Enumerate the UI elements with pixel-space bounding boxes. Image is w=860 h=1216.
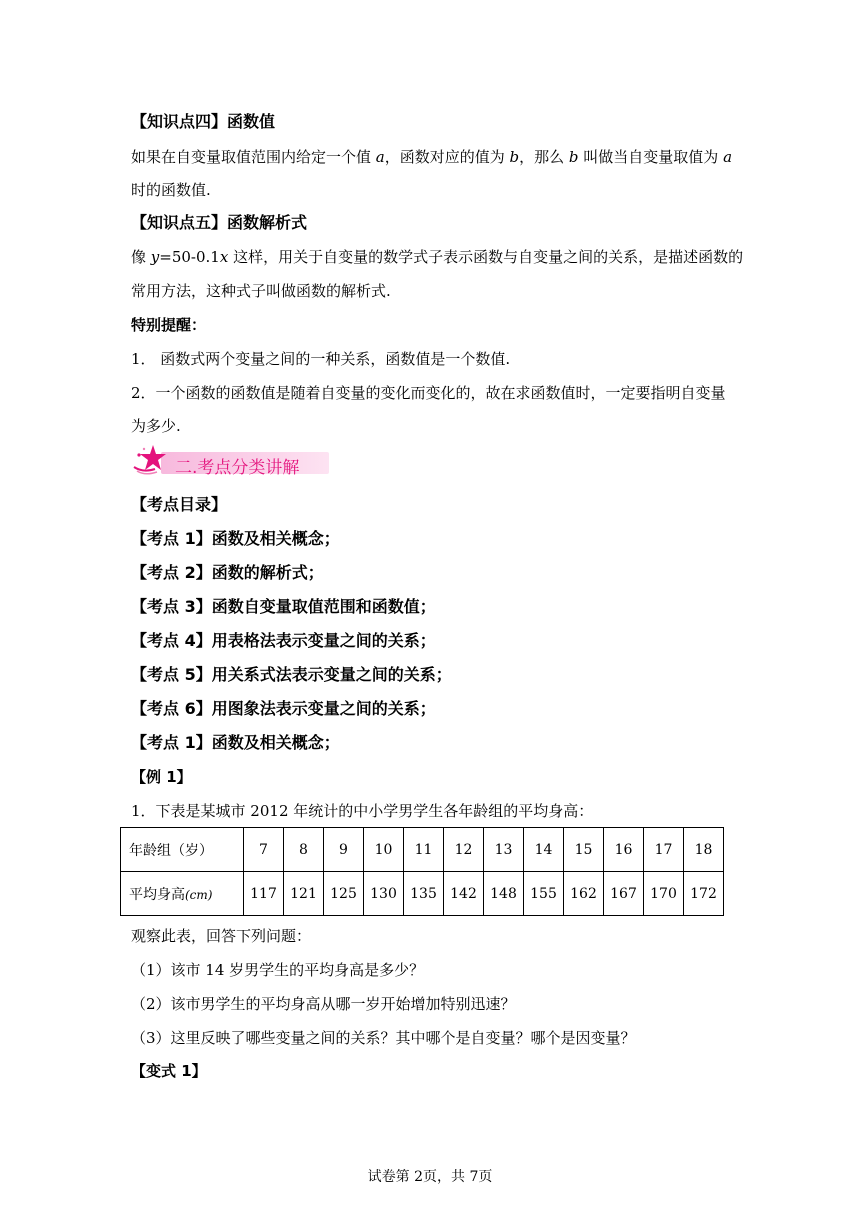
table-cell: 121 xyxy=(284,872,324,916)
page-footer: 试卷第 2页，共 7页 xyxy=(367,1169,493,1185)
reminder-item-2a: 2．一个函数的函数值是随着自变量的变化而变化的，故在求函数值时，一定要指明自变量 xyxy=(131,384,726,402)
height-table xyxy=(120,827,724,916)
star-icon xyxy=(131,443,171,479)
reminder-title: 特别提醒： xyxy=(131,316,207,334)
knowledge-point-4-line1: 如果在自变量取值范围内给定一个值 a，函数对应的值为 b，那么 b 叫做当自变量取值为 a xyxy=(131,148,733,166)
table-cell: 130 xyxy=(364,872,404,916)
table-cell: 125 xyxy=(324,872,364,916)
catalog-item: 【考点 4】用表格法表示变量之间的关系； xyxy=(131,631,436,650)
catalog-item: 【考点 6】用图象法表示变量之间的关系； xyxy=(131,699,436,718)
example-1-q2: （2）该市男学生的平均身高从哪一岁开始增加特别迅速？ xyxy=(131,995,516,1013)
table-row xyxy=(121,828,724,872)
table-cell: 12 xyxy=(444,828,484,872)
table-cell: 14 xyxy=(524,828,564,872)
table-row xyxy=(121,872,724,916)
table-cell: 16 xyxy=(604,828,644,872)
section-banner-label: 二.考点分类讲解 xyxy=(175,458,300,478)
reminder-item-1: 1． 函数式两个变量之间的一种关系，函数值是一个数值. xyxy=(131,350,511,368)
table-cell: 18 xyxy=(684,828,724,872)
knowledge-point-5-line2: 常用方法，这种式子叫做函数的解析式. xyxy=(131,282,391,300)
table-cell: 148 xyxy=(484,872,524,916)
table-cell: 135 xyxy=(404,872,444,916)
example-1-title: 【例 1】 xyxy=(131,768,192,786)
section-banner-pill xyxy=(161,452,329,478)
example-1-observe: 观察此表，回答下列问题： xyxy=(131,927,312,945)
knowledge-point-4-line2: 时的函数值. xyxy=(131,181,211,199)
table-cell: 15 xyxy=(564,828,604,872)
catalog-item: 【考点 5】用关系式法表示变量之间的关系； xyxy=(131,665,452,684)
knowledge-point-5-title: 【知识点五】函数解析式 xyxy=(131,213,308,232)
table-cell: 172 xyxy=(684,872,724,916)
table-row-label: 平均身高(cm) xyxy=(121,872,244,916)
table-cell: 7 xyxy=(244,828,284,872)
table-cell: 13 xyxy=(484,828,524,872)
section-1-title: 【考点 1】函数及相关概念； xyxy=(131,733,340,752)
table-cell: 170 xyxy=(644,872,684,916)
catalog-item: 【考点 1】函数及相关概念； xyxy=(131,529,340,548)
table-cell: 9 xyxy=(324,828,364,872)
table-cell: 162 xyxy=(564,872,604,916)
reminder-item-2b: 为多少. xyxy=(131,417,181,435)
knowledge-point-5-line1: 像 y=50-0.1x 这样，用关于自变量的数学式子表示函数与自变量之间的关系，是描述函数的 xyxy=(131,248,744,266)
catalog-item: 【考点 3】函数自变量取值范围和函数值； xyxy=(131,597,436,616)
table-cell: 10 xyxy=(364,828,404,872)
variant-1-title: 【变式 1】 xyxy=(131,1062,207,1080)
table-row-label: 年龄组（岁） xyxy=(121,828,244,872)
table-cell: 155 xyxy=(524,872,564,916)
catalog-item: 【考点 2】函数的解析式； xyxy=(131,563,324,582)
example-1-q1: （1）该市 14 岁男学生的平均身高是多少？ xyxy=(131,961,425,979)
example-1-q3: （3）这里反映了哪些变量之间的关系？其中哪个是自变量？哪个是因变量？ xyxy=(131,1029,636,1047)
table-cell: 117 xyxy=(244,872,284,916)
table-cell: 167 xyxy=(604,872,644,916)
section-banner xyxy=(131,443,331,479)
table-cell: 17 xyxy=(644,828,684,872)
table-cell: 11 xyxy=(404,828,444,872)
catalog-title: 【考点目录】 xyxy=(131,495,228,514)
table-cell: 8 xyxy=(284,828,324,872)
knowledge-point-4-title: 【知识点四】函数值 xyxy=(131,112,276,131)
example-1-question: 1．下表是某城市 2012 年统计的中小学男学生各年龄组的平均身高： xyxy=(131,802,594,820)
table-cell: 142 xyxy=(444,872,484,916)
